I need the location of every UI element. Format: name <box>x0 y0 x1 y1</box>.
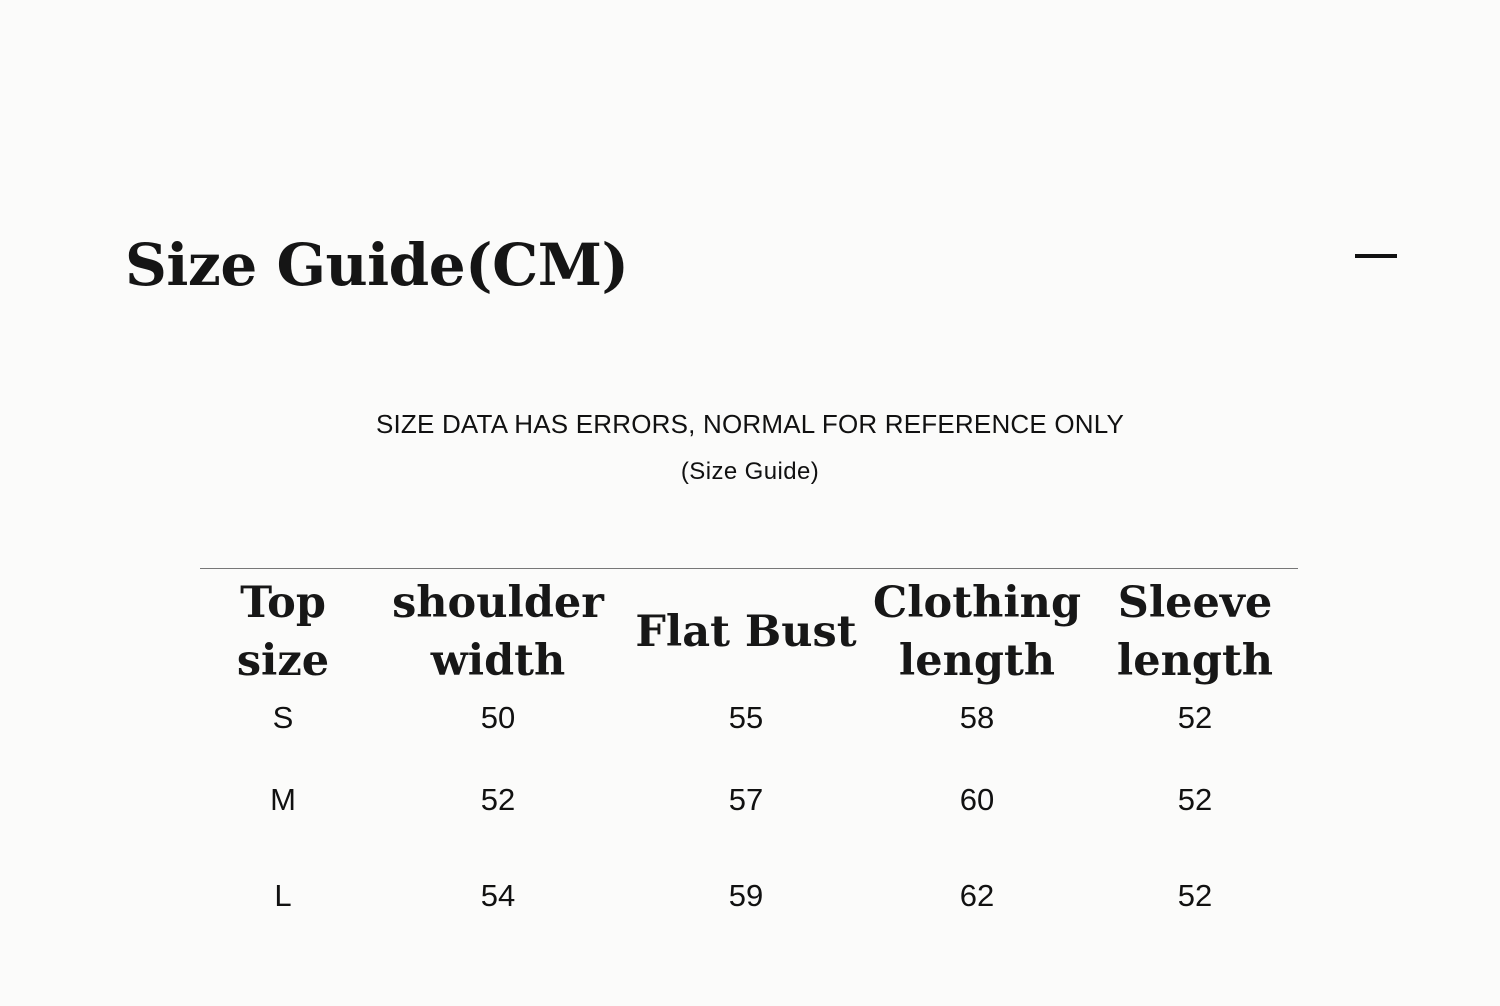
header-clothing-length: Clothing length <box>872 578 1082 686</box>
shoulder-width-cell: 52 <box>480 782 516 817</box>
table-row <box>200 694 1298 752</box>
size-table-body <box>200 694 1298 944</box>
collapse-button[interactable] <box>1351 238 1403 274</box>
header-sleeve-length: Sleeve length <box>1116 578 1274 686</box>
size-table <box>200 570 1298 944</box>
table-row <box>200 752 1298 848</box>
header-shoulder-width: shoulder width <box>392 578 604 686</box>
table-top-divider <box>200 568 1298 569</box>
sleeve-length-cell: 52 <box>1177 878 1213 913</box>
header-row <box>200 570 1298 694</box>
clothing-length-cell: 62 <box>959 878 995 913</box>
flat-bust-cell: 59 <box>728 878 764 913</box>
clothing-length-cell: 58 <box>959 700 995 735</box>
header-flat-bust: Flat Bust <box>635 607 857 657</box>
size-disclaimer: SIZE DATA HAS ERRORS, NORMAL FOR REFERENCE ONLY <box>375 409 1125 439</box>
flat-bust-cell: 57 <box>728 782 764 817</box>
shoulder-width-cell: 54 <box>480 878 516 913</box>
sleeve-length-cell: 52 <box>1177 700 1213 735</box>
header-top-size: Top size <box>236 578 330 686</box>
flat-bust-cell: 55 <box>728 700 764 735</box>
minus-icon <box>1355 254 1397 258</box>
size-cell: L <box>274 878 292 913</box>
shoulder-width-cell: 50 <box>480 700 516 735</box>
sleeve-length-cell: 52 <box>1177 782 1213 817</box>
table-row <box>200 848 1298 944</box>
size-cell: S <box>272 700 294 735</box>
clothing-length-cell: 60 <box>959 782 995 817</box>
page-title: Size Guide(CM) <box>125 231 629 299</box>
size-table-header <box>200 570 1298 694</box>
size-guide-subtitle: (Size Guide) <box>680 458 820 485</box>
size-cell: M <box>270 782 296 817</box>
